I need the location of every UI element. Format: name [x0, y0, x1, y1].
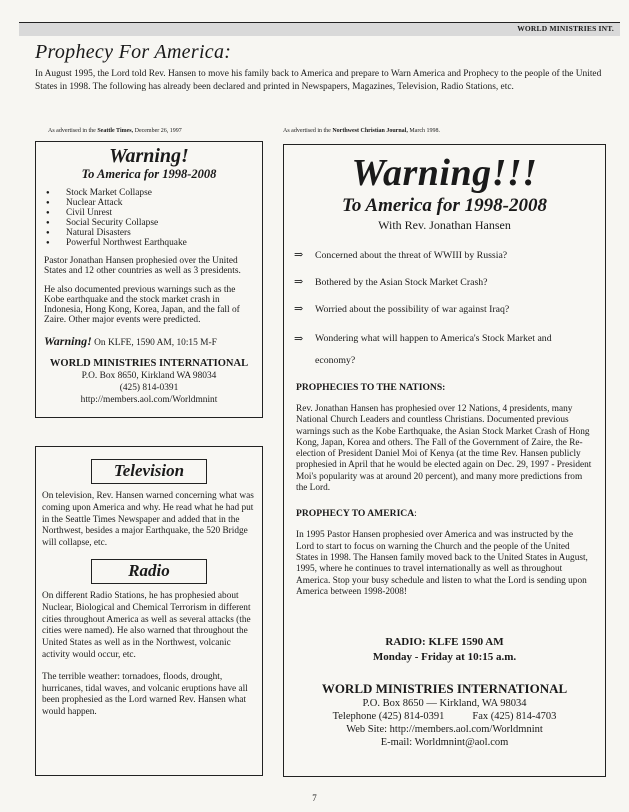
america-heading	[296, 508, 593, 519]
left-ad-org-name: WORLD MINISTRIES INTERNATIONAL	[49, 357, 249, 369]
right-ad-org-name: WORLD MINISTRIES INTERNATIONAL	[321, 681, 568, 697]
right-warning-ad	[283, 144, 606, 777]
right-ad-radio	[296, 635, 593, 665]
right-credit-prefix: As advertised in the	[283, 128, 333, 134]
right-ad-title: Warning!!!	[351, 152, 538, 194]
right-ad-credit	[283, 128, 440, 134]
left-ad-address: P.O. Box 8650, Kirkland WA 98034	[81, 370, 217, 381]
left-ad-paragraph-1: Pastor Jonathan Hansen prophesied over the United States and 12 other countries as well as 3 presidents.	[44, 256, 241, 277]
left-credit-source: Seattle Times,	[97, 128, 134, 134]
radio-text-2: The terrible weather: tornadoes, floods, drought, hurricanes, tidal waves, and volcanic eruptions have all been prophesied as the Lord warned Rev. Hansen what would happen.	[42, 671, 248, 718]
left-ad-radio-label: Warning!	[44, 333, 92, 348]
header-bar: WORLD MINISTRIES INT.	[19, 22, 620, 36]
left-ad-contact	[44, 358, 254, 406]
radio-text-1: On different Radio Stations, he has prophesied about Nuclear, Biological and Chemical Terrorism in different cities throughout America as well as several attacks (the cities were named). He also warned that throughout the United States as well as in the Northwest, volcanic activity would occur, etc.	[42, 590, 251, 660]
warning-bullet-list	[44, 188, 254, 248]
list-item: ● Civil Unrest	[44, 208, 254, 218]
left-ad-phone: (425) 814-0391	[119, 382, 179, 393]
list-item: ● Social Security Collapse	[44, 218, 254, 228]
list-item: ⇒ Worried about the possibility of war against Iraq?	[296, 301, 593, 318]
right-ad-subtitle: To America for 1998-2008	[342, 195, 547, 216]
list-item: ⇒ Wondering what will happen to America's Stock Market and economy?	[296, 328, 593, 372]
left-ad-credit	[48, 128, 182, 134]
nations-text: Rev. Jonathan Hansen has prophesied over 12 Nations, 4 presidents, many National Church Leaders and countless Christians. Documented previous warnings such as the Kobe Earthquake, the Asian Stock Market Crash of Hong Kong, Japan, Korea and others. The Fall of the Government of Zaire, the Re-election of President Daniel Moi of Kenya (at the time Rev. Hansen publicly prophesied in April that he would be elected again on Dec. 29, 1997 - President Moi's popularity was at around 20 percent), and many more predictions from the Lord.	[296, 404, 592, 494]
right-credit-source: Northwest Christian Journal,	[332, 128, 408, 134]
america-text: In 1995 Pastor Hansen prophesied over America and was instructed by the Lord to start to focus on warning the Church and the people of the United States in 1998. The Hansen family moved back to the United States in August, 1995, where he continues to travel internationally as well as throughout America. Stop your busy schedule and listen to what the Lord is sending upon America between 1998-2008!	[296, 530, 588, 597]
list-item: ⇒ Bothered by the Asian Stock Market Crash?	[296, 274, 593, 291]
intro-paragraph: In August 1995, the Lord told Rev. Hansen to move his family back to America and prepare to Warn America and Prophecy to the people of the United States in 1998. The following has already been declared and printed in Newspapers, Magazines, Television, Radio Stations, etc.	[35, 69, 602, 92]
left-ad-title: Warning!	[109, 145, 189, 167]
page-number: 7	[312, 793, 317, 803]
list-item: ⇒ Concerned about the threat of WWIII by Russia?	[296, 247, 593, 264]
left-ad-radio-text: On KLFE, 1590 AM, 10:15 M-F	[91, 337, 217, 348]
left-ad-radio-line	[44, 334, 254, 349]
media-box	[35, 446, 263, 776]
list-item: ● Natural Disasters	[44, 228, 254, 238]
television-text: On television, Rev. Hansen warned concerning what was coming upon America and why. He read what he had put in the Seattle Times Newspaper and added that in the Northwest, besides a major Earthquake, the 520 Bridge will collapse, etc.	[42, 491, 254, 549]
right-ad-radio-line-1: RADIO: KLFE 1590 AM	[385, 636, 504, 649]
america-heading-text: PROPHECY TO AMERICA	[296, 508, 415, 520]
list-item: ● Nuclear Attack	[44, 198, 254, 208]
right-ad-address: P.O. Box 8650 — Kirkland, WA 98034	[362, 698, 527, 710]
left-ad-paragraph-2: He also documented previous warnings such as the Kobe earthquake and the stock market crash in Indonesia, Hong Kong, Korea, Japan, and the fall of Zaire. Other major events were predicted.	[44, 284, 240, 326]
right-ad-website: Web Site: http://members.aol.com/Worldmnint	[346, 724, 543, 736]
left-credit-suffix: December 26, 1997	[133, 128, 182, 134]
list-item: ● Powerful Northwest Earthquake	[44, 238, 254, 248]
right-ad-phones	[296, 710, 593, 723]
right-credit-suffix: March 1998.	[407, 128, 441, 134]
nations-heading: PROPHECIES TO THE NATIONS:	[296, 382, 446, 393]
left-warning-ad	[35, 141, 263, 418]
question-list	[296, 247, 593, 372]
right-ad-telephone: Telephone (425) 814-0391	[332, 711, 445, 723]
list-item: ● Stock Market Collapse	[44, 188, 254, 198]
radio-heading: Radio	[91, 559, 207, 584]
america-heading-colon: :	[414, 508, 417, 520]
right-ad-with: With Rev. Jonathan Hansen	[378, 218, 511, 232]
television-heading: Television	[91, 459, 207, 484]
right-ad-email: E-mail: Worldmnint@aol.com	[380, 737, 509, 749]
right-ad-radio-line-2: Monday - Friday at 10:15 a.m.	[372, 651, 517, 664]
left-ad-url: http://members.aol.com/Worldmnint	[80, 394, 218, 405]
right-ad-fax: Fax (425) 814-4703	[472, 711, 557, 723]
page-title: Prophecy For America:	[35, 41, 232, 63]
left-ad-subtitle: To America for 1998-2008	[81, 167, 217, 181]
left-credit-prefix: As advertised in the	[48, 128, 98, 134]
right-ad-contact	[296, 697, 593, 749]
